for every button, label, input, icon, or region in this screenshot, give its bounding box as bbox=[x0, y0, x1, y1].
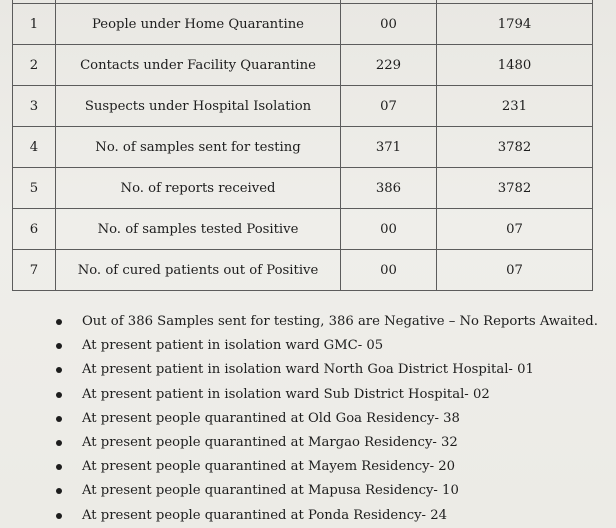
row-sno: 4 bbox=[13, 127, 56, 168]
table-row bbox=[13, 127, 593, 168]
row-value-1: 07 bbox=[341, 86, 437, 127]
table-row bbox=[13, 168, 593, 209]
row-parameter: No. of reports received bbox=[56, 168, 341, 209]
table-row bbox=[13, 4, 593, 45]
table-row bbox=[13, 45, 593, 86]
bullet-icon bbox=[56, 464, 62, 470]
row-sno: 6 bbox=[13, 209, 56, 250]
row-value-1: 00 bbox=[341, 4, 437, 45]
note-text: At present patient in isolation ward GMC- 05 bbox=[82, 338, 384, 354]
list-item bbox=[56, 479, 598, 503]
list-item bbox=[56, 455, 598, 479]
row-value-1: 371 bbox=[341, 127, 437, 168]
row-parameter: People under Home Quarantine bbox=[56, 4, 341, 45]
status-table bbox=[12, 0, 593, 291]
list-item bbox=[56, 310, 598, 334]
notes-list bbox=[56, 310, 598, 523]
row-sno: 7 bbox=[13, 250, 56, 291]
bullet-icon bbox=[56, 488, 62, 494]
note-text: At present people quarantined at Margao Residency- 32 bbox=[82, 435, 458, 451]
bullet-icon bbox=[56, 343, 62, 349]
list-item bbox=[56, 504, 598, 523]
list-item bbox=[56, 407, 598, 431]
bullet-icon bbox=[56, 513, 62, 519]
row-value-1: 229 bbox=[341, 45, 437, 86]
row-value-2: 3782 bbox=[437, 127, 593, 168]
row-parameter: Contacts under Facility Quarantine bbox=[56, 45, 341, 86]
list-item bbox=[56, 358, 598, 382]
row-parameter: No. of samples tested Positive bbox=[56, 209, 341, 250]
note-text: At present people quarantined at Ponda Residency- 24 bbox=[82, 507, 447, 523]
row-value-2: 1794 bbox=[437, 4, 593, 45]
row-value-1: 386 bbox=[341, 168, 437, 209]
row-sno: 5 bbox=[13, 168, 56, 209]
bullet-icon bbox=[56, 440, 62, 446]
note-text: At present patient in isolation ward Sub District Hospital- 02 bbox=[82, 386, 490, 402]
note-text: At present patient in isolation ward North Goa District Hospital- 01 bbox=[82, 362, 534, 378]
note-text: Out of 386 Samples sent for testing, 386 are Negative – No Reports Awaited. bbox=[82, 314, 598, 329]
row-value-2: 1480 bbox=[437, 45, 593, 86]
bullet-icon bbox=[56, 367, 62, 373]
table-row bbox=[13, 209, 593, 250]
row-sno: 1 bbox=[13, 4, 56, 45]
row-value-2: 231 bbox=[437, 86, 593, 127]
table-row bbox=[13, 86, 593, 127]
list-item bbox=[56, 431, 598, 455]
row-sno: 2 bbox=[13, 45, 56, 86]
row-value-1: 00 bbox=[341, 209, 437, 250]
bullet-icon bbox=[56, 319, 62, 325]
note-text: At present people quarantined at Mapusa Residency- 10 bbox=[82, 483, 459, 499]
row-parameter: Suspects under Hospital Isolation bbox=[56, 86, 341, 127]
header-date-partial bbox=[437, 0, 592, 2]
list-item bbox=[56, 334, 598, 358]
note-text: At present people quarantined at Old Goa Residency- 38 bbox=[82, 410, 460, 426]
row-value-2: 07 bbox=[437, 250, 593, 291]
note-text: At present people quarantined at Mayem Residency- 20 bbox=[82, 459, 456, 475]
list-item bbox=[56, 383, 598, 407]
bullet-icon bbox=[56, 392, 62, 398]
row-value-1: 00 bbox=[341, 250, 437, 291]
table-row bbox=[13, 250, 593, 291]
row-value-2: 3782 bbox=[437, 168, 593, 209]
bullet-icon bbox=[56, 416, 62, 422]
row-sno: 3 bbox=[13, 86, 56, 127]
row-parameter: No. of samples sent for testing bbox=[56, 127, 341, 168]
row-value-2: 07 bbox=[437, 209, 593, 250]
row-parameter: No. of cured patients out of Positive bbox=[56, 250, 341, 291]
